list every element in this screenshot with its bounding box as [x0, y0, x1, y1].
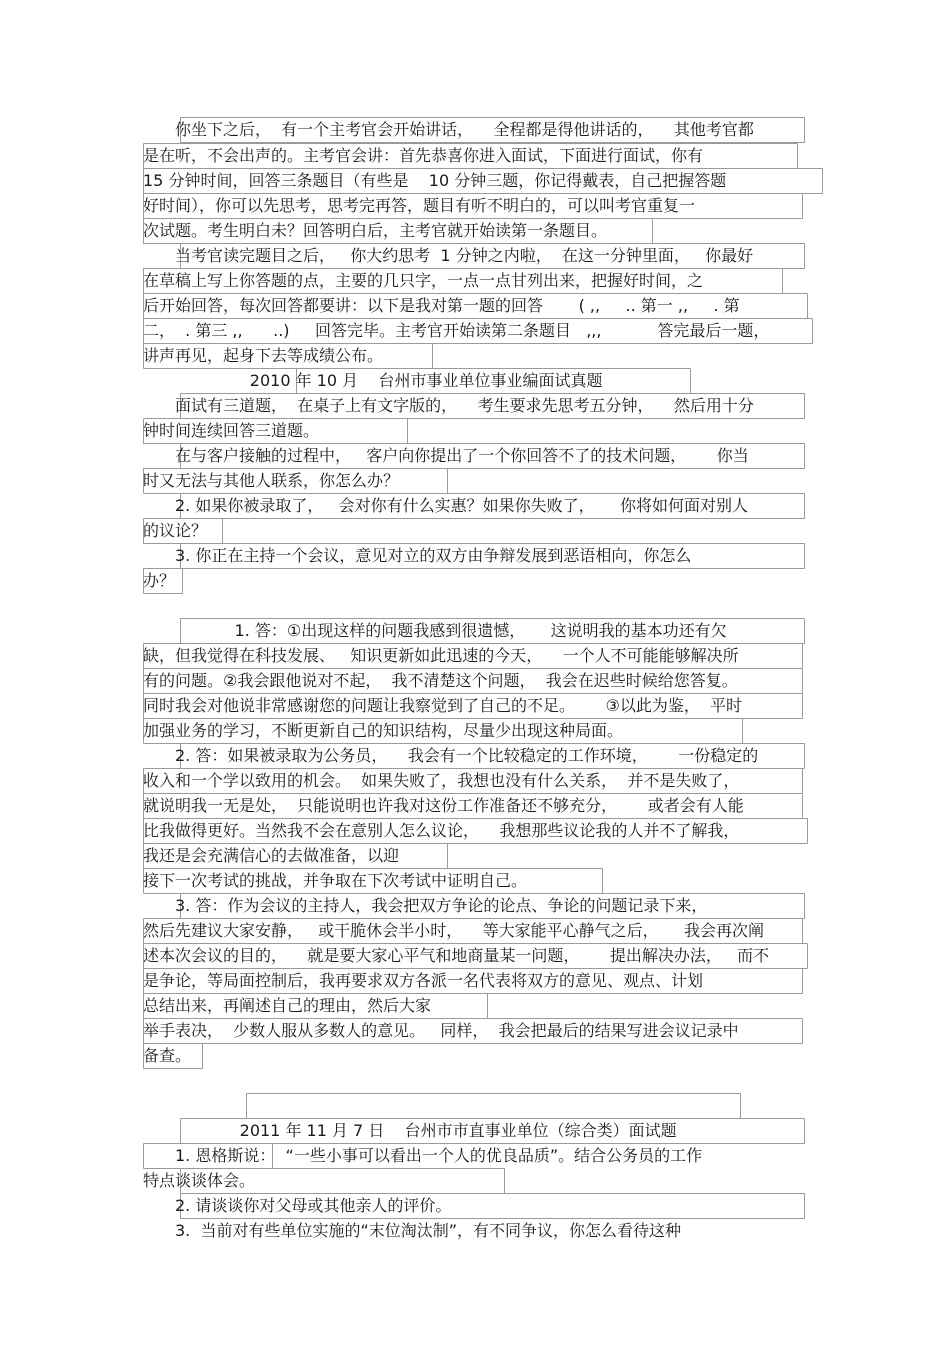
text-line: 2. 答：如果被录取为公务员， 我会有一个比较稳定的工作环境， 一份稳定的 [143, 746, 759, 765]
text-line: 2010 年 10 月 台州市事业单位事业编面试真题 [143, 371, 603, 390]
text-line: 特点谈谈体会。 [143, 1171, 256, 1190]
text-line: 3. 答：作为会议的主持人，我会把双方争论的论点、争论的问题记录下来， [143, 896, 708, 915]
text-line: 1. 恩格斯说： “一些小事可以看出一个人的优良品质”。结合公务员的工作 [143, 1146, 703, 1165]
text-line: 钟时间连续回答三道题。 [143, 421, 320, 440]
text-line: 3. 你正在主持一个会议，意见对立的双方由争辩发展到恶语相向，你怎么 [143, 546, 692, 565]
text-line: 次试题。考生明白未？回答明白后，主考官就开始读第一条题目。 [143, 221, 608, 240]
text-line: 在草稿上写上你答题的点，主要的几只字，一点一点甘列出来，把握好时间，之 [143, 271, 704, 290]
text-line-frame [246, 1093, 741, 1119]
text-line: 在与客户接触的过程中， 客户向你提出了一个你回答不了的技术问题， 你当 [143, 446, 749, 465]
text-line: 你坐下之后， 有一个主考官会开始讲话， 全程都是得他讲话的， 其他考官都 [143, 120, 754, 139]
text-line: 是在听，不会出声的。主考官会讲：首先恭喜你进入面试，下面进行面试，你有 [143, 146, 704, 165]
text-line: 面试有三道题， 在桌子上有文字版的， 考生要求先思考五分钟， 然后用十分 [143, 396, 754, 415]
text-line: 比我做得更好。当然我不会在意别人怎么议论， 我想那些议论我的人并不了解我， [143, 821, 740, 840]
text-line: 3. 当前对有些单位实施的“末位淘汰制”，有不同争议，你怎么看待这种 [143, 1221, 682, 1240]
text-line: 的议论？ [143, 521, 208, 540]
text-line: 2. 请谈谈你对父母或其他亲人的评价。 [143, 1196, 452, 1215]
text-line: 举手表决， 少数人服从多数人的意见。 同样， 我会把最后的结果写进会议记录中 [143, 1021, 739, 1040]
text-line: 接下一次考试的挑战，并争取在下次考试中证明自己。 [143, 871, 528, 890]
text-line: 时又无法与其他人联系，你怎么办？ [143, 471, 400, 490]
text-line: 加强业务的学习，不断更新自己的知识结构，尽量少出现这种局面。 [143, 721, 624, 740]
text-line: 1. 答：①出现这样的问题我感到很遗憾， 这说明我的基本功还有欠 [143, 621, 727, 640]
text-line: 我还是会充满信心的去做准备，以迎 [143, 846, 400, 865]
text-line: 2011 年 11 月 7 日 台州市市直事业单位（综合类）面试题 [143, 1121, 677, 1140]
text-line: 当考官读完题目之后， 你大约思考 1 分钟之内啦， 在这一分钟里面， 你最好 [143, 246, 754, 265]
text-line: 2. 如果你被录取了， 会对你有什么实惠？如果你失败了， 你将如何面对别人 [143, 496, 749, 515]
text-line: 总结出来，再阐述自己的理由，然后大家 [143, 996, 432, 1015]
text-line: 然后先建议大家安静， 或干脆休会半小时， 等大家能平心静气之后， 我会再次阐 [143, 921, 765, 940]
text-line: 就说明我一无是处， 只能说明也许我对这份工作准备还不够充分， 或者会有人能 [143, 796, 744, 815]
text-line: 办？ [143, 571, 176, 590]
text-line: 收入和一个学以致用的机会。 如果失败了，我想也没有什么关系， 并不是失败了， [143, 771, 740, 790]
text-line: 同时我会对他说非常感谢您的问题让我察觉到了自己的不足。 ③以此为鉴， 平时 [143, 696, 743, 715]
text-line: 二， . 第三 ,, ..) 回答完毕。主考官开始读第二条题目 ,,, 答完最后一题， [143, 321, 770, 340]
text-line: 有的问题。②我会跟他说对不起， 我不清楚这个问题， 我会在迟些时候给您答复。 [143, 671, 738, 690]
text-line: 备查。 [143, 1046, 192, 1065]
text-line: 后开始回答，每次回答都要讲：以下是我对第一题的回答 ( ,, .. 第一 ,, . 第 [143, 296, 740, 315]
text-line: 讲声再见，起身下去等成绩公布。 [143, 346, 384, 365]
text-line: 缺，但我觉得在科技发展、 知识更新如此迅速的今天， 一个人不可能能够解决所 [143, 646, 739, 665]
text-line: 述本次会议的目的， 就是要大家心平气和地商量某一问题， 提出解决办法， 而不 [143, 946, 770, 965]
text-line: 15 分钟时间，回答三条题目（有些是 10 分钟三题，你记得戴表，自己把握答题 [143, 171, 727, 190]
text-line: 好时间），你可以先思考，思考完再答，题目有听不明白的，可以叫考官重复一 [143, 196, 696, 215]
text-line: 是争论，等局面控制后，我再要求双方各派一名代表将双方的意见、观点、计划 [143, 971, 704, 990]
